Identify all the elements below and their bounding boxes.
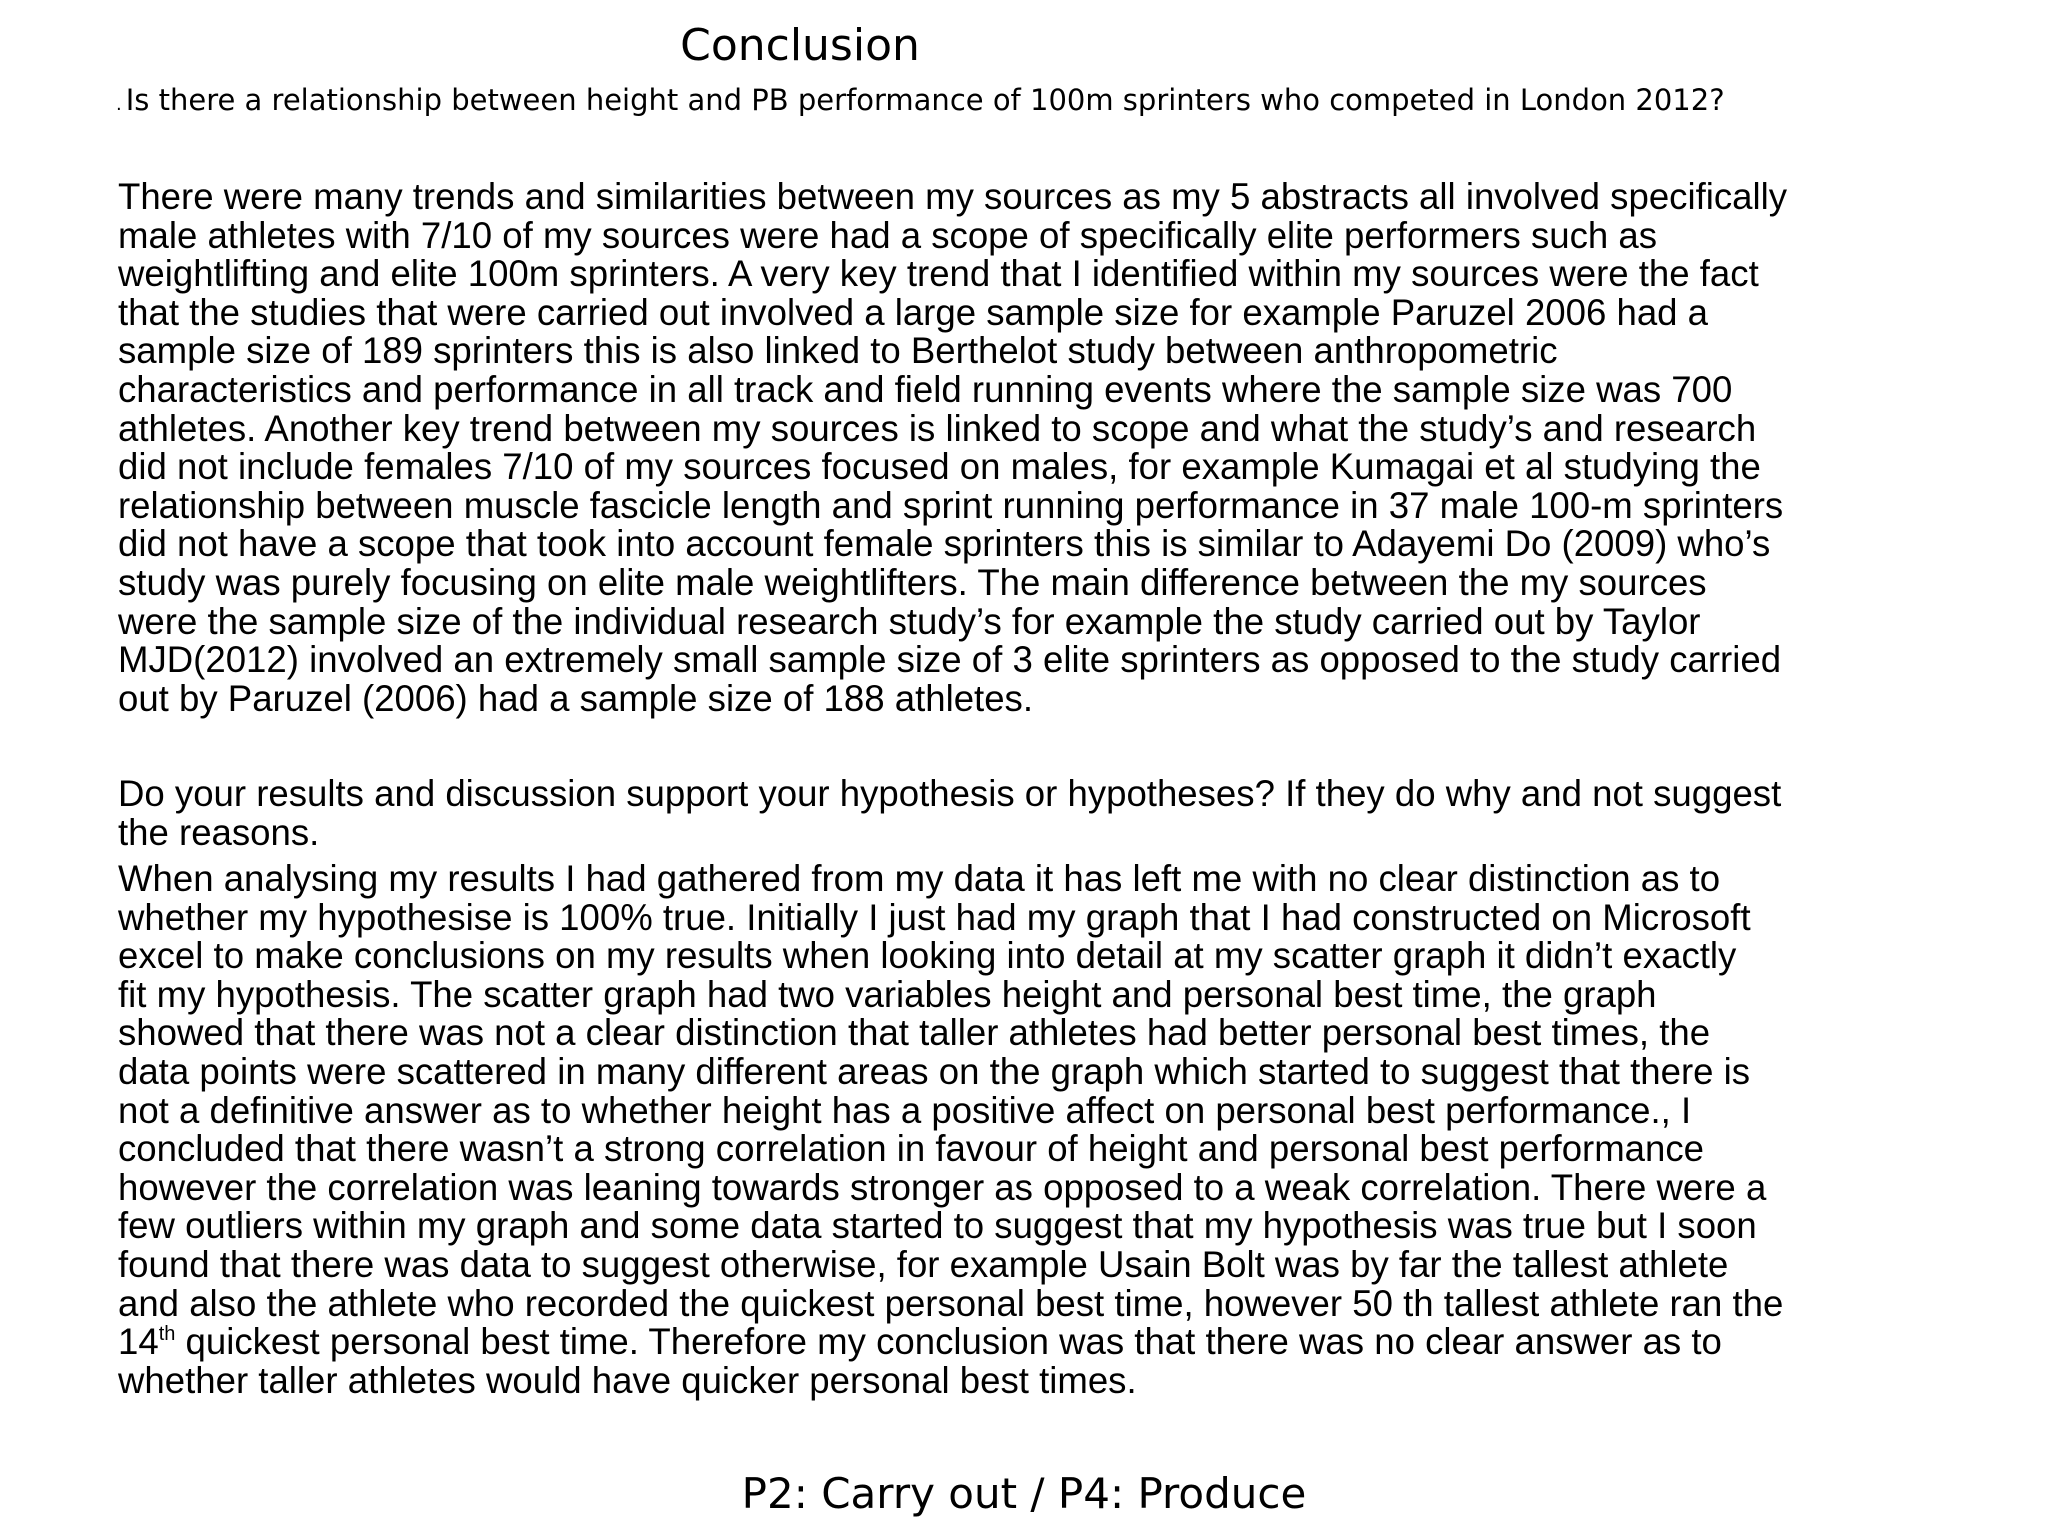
text-line: concluded that there wasn’t a strong correlation in favour of height and personal best performance [118,1128,1705,1170]
text-line: whether taller athletes would have quicker personal best times. [118,1359,1137,1401]
text-line: out by Paruzel (2006) had a sample size of 188 athletes. [118,677,1034,719]
line-remainder: quickest personal best time. Therefore my conclusion was that there was no clear answer as to [175,1321,1722,1363]
text-line: not a definitive answer as to whether height has a positive affect on personal best performance., I [118,1089,1692,1131]
text-line: fit my hypothesis. The scatter graph had two variables height and personal best time, the graph [118,973,1657,1015]
question-bullet: . [116,94,122,115]
footer-criteria: P2: Carry out / P4: Produce [741,1469,1307,1518]
hypothesis-prompt [118,775,1998,852]
ordinal-suffix: th [158,1323,176,1346]
text-line: and also the athlete who recorded the quickest personal best time, however 50 th tallest athlete ran the [118,1282,1784,1324]
text-line: found that there was data to suggest otherwise, for example Usain Bolt was by far the tallest athlete [118,1243,1729,1285]
text-line: MJD(2012) involved an extremely small sample size of 3 elite sprinters as opposed to the study carried [118,639,1782,681]
text-line: athletes. Another key trend between my sources is linked to scope and what the study’s and research [118,407,1757,449]
text-line: did not include females 7/10 of my sources focused on males, for example Kumagai et al studying the [118,446,1761,488]
text-line: sample size of 189 sprinters this is also linked to Berthelot study between anthropometric [118,330,1558,372]
text-line: did not have a scope that took into account female sprinters this is similar to Adayemi Do (2009) who’s [118,523,1771,565]
results-paragraph [118,860,1998,1400]
text-line: showed that there was not a clear distinction that taller athletes had better personal best times, the [118,1012,1711,1054]
question-text: Is there a relationship between height and PB performance of 100m sprinters who competed in London 2012? [125,83,1725,117]
text-line: however the correlation was leaning towards stronger as opposed to a weak correlation. There were a [118,1166,1767,1208]
text-line: the reasons. [118,811,320,853]
trends-paragraph [118,178,1998,718]
text-line: characteristics and performance in all track and field running events where the sample size was 700 [118,368,1733,410]
text-line: whether my hypothesise is 100% true. Initially I just had my graph that I had constructed on Microsoft [118,896,1751,938]
text-line: that the studies that were carried out involved a large sample size for example Paruzel 2006 had a [118,291,1709,333]
text-line: excel to make conclusions on my results when looking into detail at my scatter graph it didn’t exactly [118,935,1737,977]
text-line: were the sample size of the individual research study’s for example the study carried out by Taylor [118,600,1701,642]
research-question [116,80,1725,125]
ordinal-number: 14 [118,1321,159,1363]
slide-title: Conclusion [680,20,920,71]
text-line: There were many trends and similarities between my sources as my 5 abstracts all involved specifically [118,176,1788,217]
text-line: few outliers within my graph and some data started to suggest that my hypothesis was true but I soon [118,1205,1757,1247]
text-line: weightlifting and elite 100m sprinters. A very key trend that I identified within my sources were the fact [118,253,1759,295]
text-line: data points were scattered in many different areas on the graph which started to suggest that there is [118,1050,1751,1092]
text-line: When analysing my results I had gathered from my data it has left me with no clear distinction as to [118,858,1721,899]
text-line: study was purely focusing on elite male weightlifters. The main difference between the my sources [118,561,1707,603]
text-line: relationship between muscle fascicle length and sprint running performance in 37 male 100-m sprinters [118,484,1784,526]
text-line: Do your results and discussion support your hypothesis or hypotheses? If they do why and not suggest [118,773,1782,814]
text-line: male athletes with 7/10 of my sources were had a scope of specifically elite performers such as [118,214,1658,256]
text-line-with-superscript [118,1323,1998,1362]
